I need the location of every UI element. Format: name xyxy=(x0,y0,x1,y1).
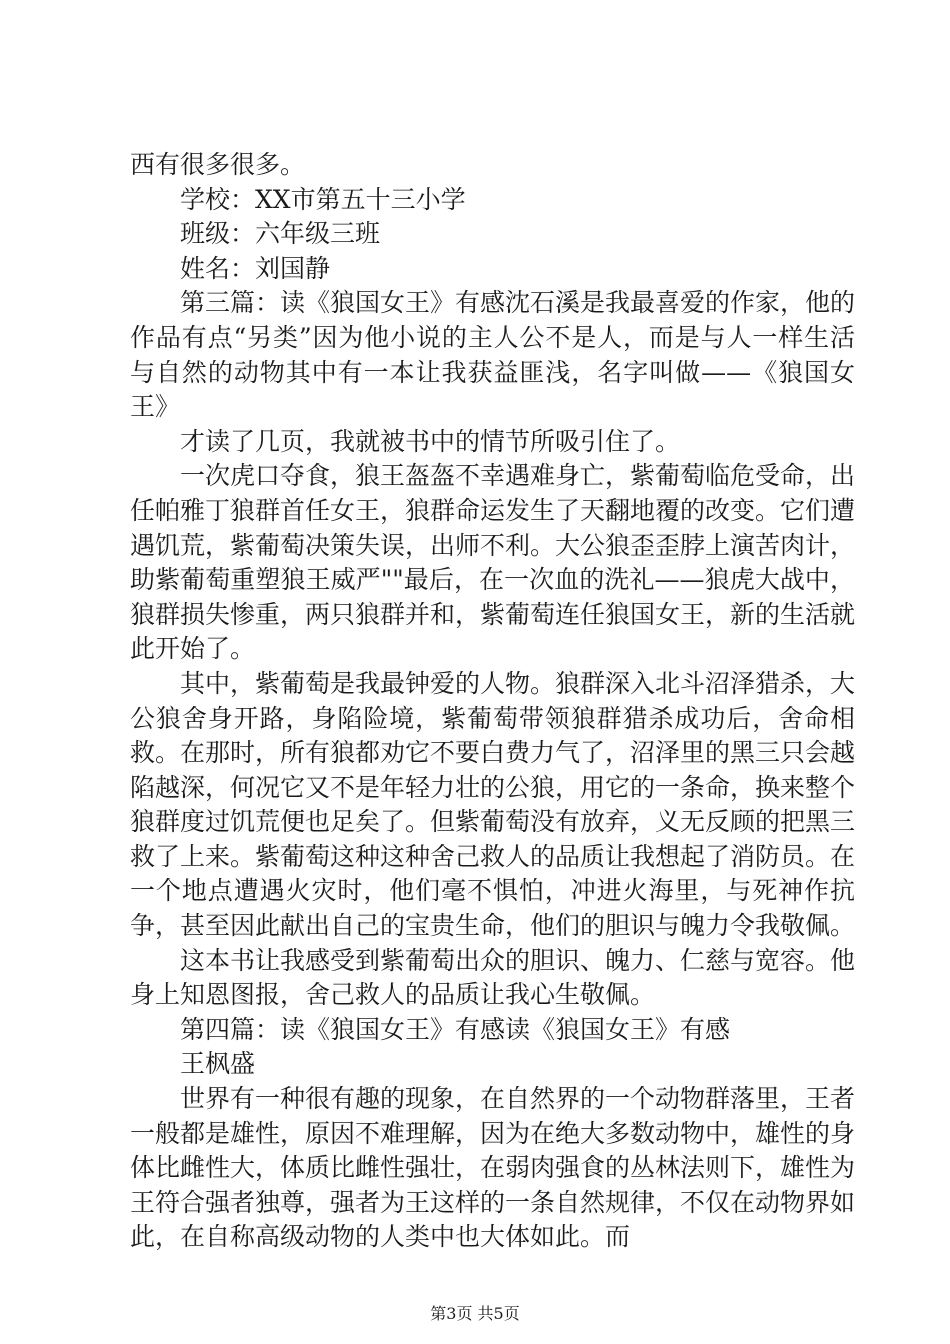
paragraph: 这本书让我感受到紫葡萄出众的胆识、魄力、仁慈与宽容。他身上知恩图报，舍己救人的品质让我心生敬佩。 xyxy=(130,945,856,1010)
paragraph: 其中，紫葡萄是我最钟爱的人物。狼群深入北斗沼泽猎杀，大公狼舍身开路，身陷险境，紫葡萄带领狼群猎杀成功后，舍命相救。在那时，所有狼都劝它不要白费力气了，沼泽里的黑三只会越陷越深，何况它又不是年轻力壮的公狼，用它的一条命，换来整个狼群度过饥荒便也足矣了。但紫葡萄没有放弃，义无反顾的把黑三救了上来。紫葡萄这种这种舍己救人的品质让我想起了消防员。在一个地点遭遇火灾时，他们毫不惧怕，冲进火海里，与死神作抗争，甚至因此献出自己的宝贵生命，他们的胆识与魄力令我敬佩。 xyxy=(130,668,856,941)
paragraph: 世界有一种很有趣的现象，在自然界的一个动物群落里，王者一般都是雄性，原因不难理解，因为在绝大多数动物中，雄性的身体比雌性大，体质比雌性强壮，在弱肉强食的丛林法则下，雄性为王符合强者独尊，强者为王这样的一条自然规律，不仅在动物界如此，在自称高级动物的人类中也大体如此。而 xyxy=(130,1084,856,1252)
author-line: 王枫盛 xyxy=(180,1049,256,1079)
page-footer: 第3页 共5页 xyxy=(430,1304,520,1323)
paragraph: 一次虎口夺食，狼王盔盔不幸遇难身亡，紫葡萄临危受命，出任帕雅丁狼群首任女王，狼群命运发生了天翻地覆的改变。它们遭遇饥荒，紫葡萄决策失误，出师不利。大公狼歪歪脖上演苦肉计，助紫葡萄重塑狼王威严""最后，在一次血的洗礼——狼虎大战中，狼群损失惨重，两只狼群并和，紫葡萄连任狼国女王，新的生活就此开始了。 xyxy=(130,461,856,664)
name-line: 姓名：刘国静 xyxy=(180,253,331,283)
section-heading: 第四篇：读《狼国女王》有感读《狼国女王》有感 xyxy=(180,1014,731,1044)
paragraph: 才读了几页，我就被书中的情节所吸引住了。 xyxy=(180,426,681,456)
document-body xyxy=(130,148,855,1255)
paragraph: 西有很多很多。 xyxy=(130,150,306,179)
paragraph: 第三篇：读《狼国女王》有感沈石溪是我最喜爱的作家，他的作品有点“另类”因为他小说的主人公不是人，而是与人一样生活与自然的动物其中有一本让我获益匪浅，名字叫做——《狼国女王》 xyxy=(130,288,856,422)
class-line: 班级：六年级三班 xyxy=(180,219,381,249)
school-line: 学校：XX市第五十三小学 xyxy=(180,184,466,214)
